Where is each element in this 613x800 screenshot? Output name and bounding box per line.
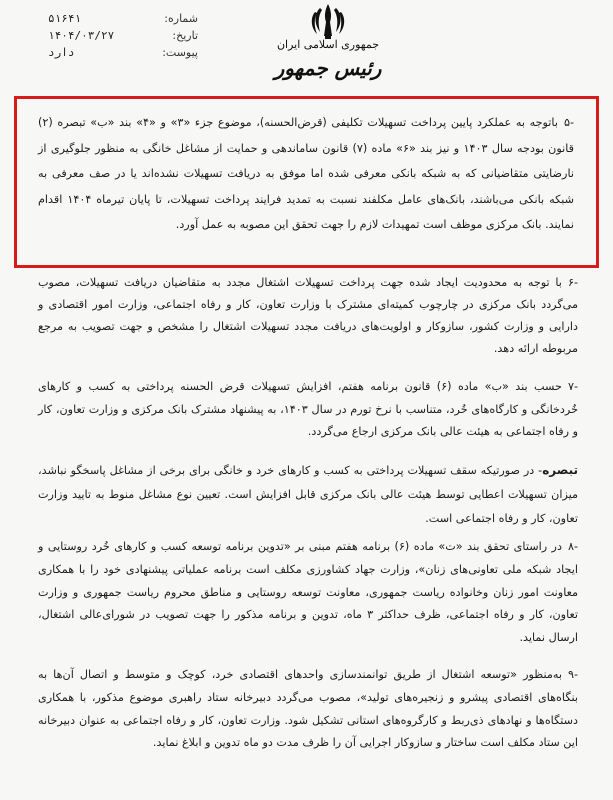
- iran-emblem-icon: [308, 2, 348, 40]
- item-6: [38, 272, 578, 360]
- item-6-text: با توجه به محدودیت ایجاد شده جهت پرداخت تسهیلات اشتغال مجدد به متقاضیان دریافت تسهیلات، مصوب می‌گردد بانک مرکزی در چارچوب کمیته‌ای مشترک با وزارت تعاون، کار و رفاه اجتماعی، وزارت امور اقتصادی و دارایی و وزارت کشور، سازوکار و اولویت‌های دریافت مجدد تسهیلات اشتغال را مشخص و جهت تصویب به مرجع مربوطه ارائه دهد.: [38, 276, 578, 355]
- president-title: رئیس جمهور: [274, 56, 382, 80]
- item-8-number: -۸: [567, 540, 578, 553]
- item-8-text: در راستای تحقق بند «ت» ماده (۶) برنامه هفتم مبنی بر «تدوین برنامه توسعه کسب و کارهای خُرد روستایی و ایجاد شبکه ملی تعاونی‌های زنان»، وزارت جهاد کشاورزی مکلف است برنامه عملیاتی پیشنهادی خود را با همکاری معاونت امور زنان وخانواده ریاست جمهوری، معاونت توسعه روستایی و مناطق محروم ریاست جمهوری و وزارت تعاون، کار و رفاه اجتماعی، ظرف حداکثر ۳ ماه، تدوین و برنامه مذکور را جهت تصویب در شورای‌عالی اشتغال، ارسال نماید.: [38, 540, 578, 645]
- attachment-value: دارد: [48, 46, 75, 59]
- item-7-note: [38, 458, 578, 531]
- date-label: تاریخ:: [172, 29, 198, 42]
- country-title: جمهوری اسلامی ایران: [276, 38, 380, 51]
- date-value: ۱۴۰۴/۰۳/۲۷: [48, 29, 115, 42]
- note-text: - در صورتیکه سقف تسهیلات پرداختی به کسب و کارهای خرد و خانگی برای برخی از مشاغل پاسخگو نباشد، میزان تسهیلات اعطایی توسط هیئت عالی بانک مرکزی قابل افزایش است. تعیین نوع مشاغل منوط به تایید وزارت تعاون، کار و رفاه اجتماعی است.: [38, 464, 578, 525]
- item-5-text: باتوجه به عملکرد پایین پرداخت تسهیلات تکلیفی (قرض‌الحسنه)، موضوع جزء «۳» و «۴» بند «ب» تبصره (۲) قانون بودجه سال ۱۴۰۳ و نیز بند «۶» ماده (۷) قانون ساماندهی و حمایت از مشاغل خانگی به منظور جلوگیری از نارضایتی متقاضیانی که به شبکه بانکی معرفی شده اما موفق به دریافت تسهیلات نشده‌اند یا در صف معرفی به شبکه بانکی می‌باشند، بانک‌های عامل مکلفند نسبت به تمدید فرایند پرداخت تسهیلات، تا پایان تیرماه ۱۴۰۴ اقدام نمایند. بانک مرکزی موظف است تمهیدات لازم را جهت تحقق این مصوبه به عمل آورد.: [38, 116, 575, 231]
- item-9-number: -۹: [567, 668, 578, 681]
- item-7-number: -۷: [567, 380, 578, 393]
- item-7: [38, 376, 578, 444]
- item-6-number: -۶: [567, 276, 578, 289]
- item-5-number: -۵: [563, 116, 574, 129]
- number-value: ۵۱۶۴۱: [48, 12, 82, 25]
- item-9-text: به‌منظور «توسعه اشتغال از طریق توانمندسازی واحدهای اقتصادی خرد، کوچک و متوسط و اتصال آن‌ها به بنگاه‌های اقتصادی پیشرو و زنجیره‌های تولید»، مصوب می‌گردد دبیرخانه ستاد راهبری موضوع مذکور، با همکاری دستگاه‌ها و نهادهای ذی‌ربط و کارگروه‌های استانی تشکیل شود. وزارت تعاون، کار و رفاه اجتماعی به عنوان دبیرخانه این ستاد مکلف است ساختار و سازوکار اجرایی آن را ظرف مدت دو ماه تدوین و ابلاغ نماید.: [38, 668, 578, 750]
- item-9: [38, 664, 578, 755]
- item-8: [38, 536, 578, 650]
- letter-meta: [48, 10, 198, 61]
- item-5: [38, 110, 574, 266]
- attachment-row: [48, 44, 198, 61]
- item-7-text: حسب بند «ب» ماده (۶) قانون برنامه هفتم، افزایش تسهیلات قرض الحسنه پرداختی به کسب و کارهای خُردخانگی و کارگاه‌های خُرد، متناسب با نرخ تورم در سال ۱۴۰۳، به پیشنهاد مشترک بانک مرکزی و وزارت تعاون، کار و رفاه اجتماعی به هیئت عالی بانک مرکزی ارجاع می‌گردد.: [38, 380, 578, 438]
- number-label: شماره:: [164, 12, 198, 25]
- note-label: تبصره: [542, 463, 578, 477]
- number-row: [48, 10, 198, 27]
- attachment-label: پیوست:: [162, 46, 198, 59]
- date-row: [48, 27, 198, 44]
